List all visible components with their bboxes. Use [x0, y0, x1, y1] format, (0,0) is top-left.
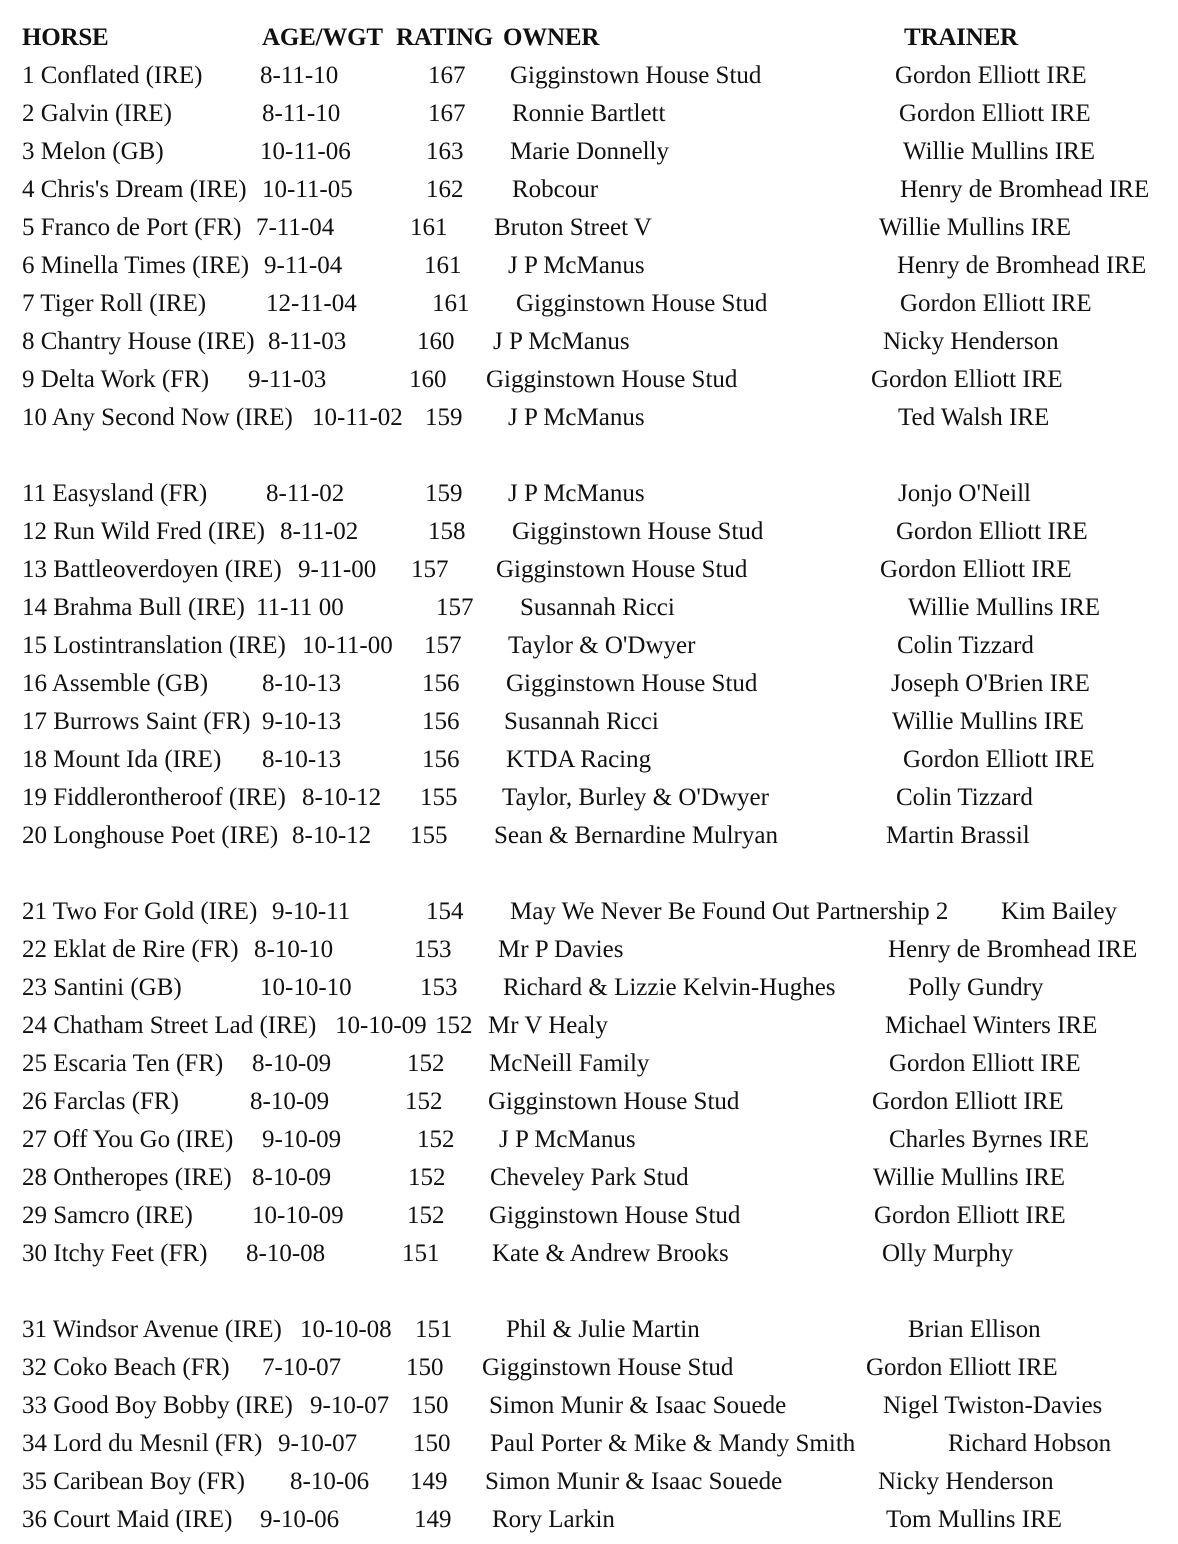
row-owner: Gigginstown House Stud	[482, 1354, 734, 1381]
row-horse-name: 36 Court Maid (IRE)	[22, 1506, 233, 1533]
table-row	[0, 1468, 1178, 1506]
header-trainer: TRAINER	[904, 24, 1018, 51]
row-rating: 150	[406, 1354, 444, 1381]
row-trainer: Nicky Henderson	[883, 328, 1059, 355]
row-rating: 163	[426, 138, 464, 165]
row-age-weight: 9-11-04	[264, 252, 343, 279]
row-rating: 161	[424, 252, 462, 279]
row-horse-name: 14 Brahma Bull (IRE)	[22, 594, 245, 621]
row-age-weight: 8-10-09	[252, 1164, 332, 1191]
table-row	[0, 556, 1178, 594]
row-owner: J P McManus	[508, 480, 645, 507]
row-owner: Simon Munir & Isaac Souede	[485, 1468, 783, 1495]
row-age-weight: 9-10-09	[262, 1126, 342, 1153]
row-trainer: Gordon Elliott IRE	[903, 746, 1095, 773]
row-rating: 152	[407, 1202, 445, 1229]
row-horse-name: 18 Mount Ida (IRE)	[22, 746, 222, 773]
row-age-weight: 8-10-08	[246, 1240, 326, 1267]
row-trainer: Tom Mullins IRE	[886, 1506, 1063, 1533]
row-trainer: Colin Tizzard	[897, 632, 1034, 659]
row-age-weight: 8-10-09	[252, 1050, 332, 1077]
row-rating: 155	[410, 822, 448, 849]
table-row	[0, 1430, 1178, 1468]
header-owner: OWNER	[503, 24, 600, 51]
row-trainer: Gordon Elliott IRE	[900, 290, 1092, 317]
row-rating: 160	[409, 366, 447, 393]
row-owner: KTDA Racing	[506, 746, 652, 773]
row-rating: 154	[426, 898, 464, 925]
table-row	[0, 1088, 1178, 1126]
row-owner: Marie Donnelly	[510, 138, 669, 165]
row-trainer: Gordon Elliott IRE	[866, 1354, 1058, 1381]
table-row	[0, 974, 1178, 1012]
table-row	[0, 594, 1178, 632]
table-row	[0, 1050, 1178, 1088]
table-row	[0, 404, 1178, 442]
row-owner: J P McManus	[508, 404, 645, 431]
row-trainer: Jonjo O'Neill	[898, 480, 1031, 507]
row-rating: 155	[420, 784, 458, 811]
row-age-weight: 9-10-13	[262, 708, 342, 735]
row-trainer: Gordon Elliott IRE	[896, 518, 1088, 545]
row-horse-name: 22 Eklat de Rire (FR)	[22, 936, 239, 963]
row-trainer: Willie Mullins IRE	[903, 138, 1096, 165]
row-owner: Cheveley Park Stud	[490, 1164, 689, 1191]
row-rating: 157	[411, 556, 449, 583]
row-age-weight: 7-11-04	[256, 214, 335, 241]
row-horse-name: 30 Itchy Feet (FR)	[22, 1240, 208, 1267]
row-horse-name: 4 Chris's Dream (IRE)	[22, 176, 247, 203]
row-owner: Gigginstown House Stud	[488, 1088, 740, 1115]
row-rating: 159	[425, 404, 463, 431]
row-owner: Mr P Davies	[498, 936, 624, 963]
row-rating: 152	[417, 1126, 455, 1153]
row-age-weight: 8-11-10	[260, 62, 339, 89]
row-rating: 153	[420, 974, 458, 1001]
row-horse-name: 6 Minella Times (IRE)	[22, 252, 250, 279]
row-age-weight: 9-10-06	[260, 1506, 340, 1533]
table-row	[0, 518, 1178, 556]
table-row	[0, 670, 1178, 708]
row-trainer: Kim Bailey	[1001, 898, 1117, 925]
row-rating: 150	[411, 1392, 449, 1419]
table-row	[0, 1316, 1178, 1354]
row-rating: 156	[422, 746, 460, 773]
row-rating: 159	[425, 480, 463, 507]
table-row	[0, 328, 1178, 366]
row-age-weight: 10-10-09	[252, 1202, 344, 1229]
row-age-weight: 8-10-12	[302, 784, 382, 811]
row-trainer: Nicky Henderson	[878, 1468, 1054, 1495]
row-owner: Gigginstown House Stud	[516, 290, 768, 317]
row-owner: J P McManus	[508, 252, 645, 279]
row-owner: Gigginstown House Stud	[506, 670, 758, 697]
table-row	[0, 214, 1178, 252]
row-trainer: Nigel Twiston-Davies	[883, 1392, 1103, 1419]
table-row	[0, 1164, 1178, 1202]
row-owner: Gigginstown House Stud	[512, 518, 764, 545]
table-row	[0, 176, 1178, 214]
row-trainer: Willie Mullins IRE	[908, 594, 1101, 621]
row-age-weight: 10-11-02	[312, 404, 403, 431]
table-row	[0, 1126, 1178, 1164]
row-age-weight: 8-10-13	[262, 746, 342, 773]
table-row	[0, 62, 1178, 100]
table-row	[0, 746, 1178, 784]
row-horse-name: 31 Windsor Avenue (IRE)	[22, 1316, 282, 1343]
row-age-weight: 8-10-09	[250, 1088, 330, 1115]
row-trainer: Gordon Elliott IRE	[889, 1050, 1081, 1077]
row-owner: Sean & Bernardine Mulryan	[494, 822, 778, 849]
row-owner: Gigginstown House Stud	[489, 1202, 741, 1229]
row-rating: 149	[414, 1506, 452, 1533]
row-trainer: Olly Murphy	[882, 1240, 1014, 1267]
row-horse-name: 12 Run Wild Fred (IRE)	[22, 518, 265, 545]
row-trainer: Richard Hobson	[948, 1430, 1112, 1457]
row-rating: 152	[408, 1164, 446, 1191]
row-owner: May We Never Be Found Out Partnership 2	[510, 898, 949, 925]
row-horse-name: 23 Santini (GB)	[22, 974, 182, 1001]
row-age-weight: 7-10-07	[262, 1354, 342, 1381]
row-horse-name: 15 Lostintranslation (IRE)	[22, 632, 286, 659]
row-horse-name: 24 Chatham Street Lad (IRE)	[22, 1012, 317, 1039]
table-row	[0, 366, 1178, 404]
row-rating: 162	[426, 176, 464, 203]
row-trainer: Colin Tizzard	[896, 784, 1033, 811]
table-row	[0, 632, 1178, 670]
row-age-weight: 8-11-02	[280, 518, 359, 545]
row-trainer: Willie Mullins IRE	[873, 1164, 1066, 1191]
row-age-weight: 8-10-13	[262, 670, 342, 697]
table-row	[0, 290, 1178, 328]
row-trainer: Henry de Bromhead IRE	[888, 936, 1138, 963]
row-rating: 156	[422, 708, 460, 735]
row-age-weight: 9-10-07	[278, 1430, 358, 1457]
header-horse: HORSE	[22, 24, 109, 51]
table-row	[0, 1354, 1178, 1392]
row-owner: Kate & Andrew Brooks	[492, 1240, 729, 1267]
row-age-weight: 10-10-10	[260, 974, 352, 1001]
table-row	[0, 822, 1178, 860]
row-owner: Paul Porter & Mike & Mandy Smith	[490, 1430, 856, 1457]
row-age-weight: 12-11-04	[266, 290, 357, 317]
row-trainer: Gordon Elliott IRE	[895, 62, 1087, 89]
header-age-wgt: AGE/WGT	[262, 24, 383, 51]
row-owner: Rory Larkin	[492, 1506, 615, 1533]
row-horse-name: 21 Two For Gold (IRE)	[22, 898, 258, 925]
row-trainer: Gordon Elliott IRE	[872, 1088, 1064, 1115]
row-rating: 152	[405, 1088, 443, 1115]
table-row	[0, 138, 1178, 176]
row-horse-name: 26 Farclas (FR)	[22, 1088, 179, 1115]
row-horse-name: 29 Samcro (IRE)	[22, 1202, 193, 1229]
row-trainer: Gordon Elliott IRE	[874, 1202, 1066, 1229]
row-age-weight: 8-10-12	[292, 822, 372, 849]
row-age-weight: 11-11 00	[256, 594, 344, 621]
row-trainer: Martin Brassil	[886, 822, 1030, 849]
row-age-weight: 8-10-06	[290, 1468, 370, 1495]
row-horse-name: 32 Coko Beach (FR)	[22, 1354, 230, 1381]
row-owner: Simon Munir & Isaac Souede	[489, 1392, 787, 1419]
row-rating: 161	[410, 214, 448, 241]
row-age-weight: 9-10-11	[272, 898, 351, 925]
row-trainer: Ted Walsh IRE	[898, 404, 1050, 431]
table-row	[0, 1506, 1178, 1544]
row-age-weight: 8-10-10	[254, 936, 334, 963]
row-horse-name: 27 Off You Go (IRE)	[22, 1126, 234, 1153]
row-age-weight: 8-11-02	[266, 480, 345, 507]
row-rating: 153	[414, 936, 452, 963]
row-horse-name: 5 Franco de Port (FR)	[22, 214, 242, 241]
row-trainer: Gordon Elliott IRE	[899, 100, 1091, 127]
row-horse-name: 10 Any Second Now (IRE)	[22, 404, 293, 431]
row-trainer: Michael Winters IRE	[885, 1012, 1098, 1039]
row-trainer: Willie Mullins IRE	[879, 214, 1072, 241]
row-rating: 151	[415, 1316, 453, 1343]
row-rating: 151	[402, 1240, 440, 1267]
row-rating: 167	[428, 62, 466, 89]
row-owner: Richard & Lizzie Kelvin-Hughes	[503, 974, 836, 1001]
row-owner: Taylor & O'Dwyer	[508, 632, 696, 659]
row-rating: 158	[428, 518, 466, 545]
row-trainer: Joseph O'Brien IRE	[891, 670, 1090, 697]
row-owner: J P McManus	[493, 328, 630, 355]
row-age-weight: 10-11-05	[262, 176, 353, 203]
row-horse-name: 34 Lord du Mesnil (FR)	[22, 1430, 263, 1457]
table-row	[0, 100, 1178, 138]
row-rating: 160	[417, 328, 455, 355]
row-horse-name: 25 Escaria Ten (FR)	[22, 1050, 224, 1077]
row-trainer: Henry de Bromhead IRE	[900, 176, 1150, 203]
row-owner: J P McManus	[499, 1126, 636, 1153]
table-row	[0, 1392, 1178, 1430]
row-age-weight: 10-10-08	[300, 1316, 392, 1343]
table-row	[0, 898, 1178, 936]
row-rating: 152	[407, 1050, 445, 1077]
row-owner: McNeill Family	[489, 1050, 650, 1077]
row-horse-name: 35 Caribean Boy (FR)	[22, 1468, 245, 1495]
row-age-weight: 10-11-06	[260, 138, 351, 165]
row-rating: 161	[432, 290, 470, 317]
row-horse-name: 28 Ontheropes (IRE)	[22, 1164, 232, 1191]
row-trainer: Gordon Elliott IRE	[871, 366, 1063, 393]
row-owner: Susannah Ricci	[520, 594, 675, 621]
row-horse-name: 9 Delta Work (FR)	[22, 366, 210, 393]
table-row	[0, 252, 1178, 290]
row-horse-name: 16 Assemble (GB)	[22, 670, 209, 697]
row-age-weight: 9-11-00	[298, 556, 377, 583]
row-trainer: Gordon Elliott IRE	[880, 556, 1072, 583]
row-age-weight: 10-11-00	[302, 632, 393, 659]
table-row	[0, 1202, 1178, 1240]
row-owner: Gigginstown House Stud	[486, 366, 738, 393]
row-horse-name: 1 Conflated (IRE)	[22, 62, 203, 89]
row-horse-name: 7 Tiger Roll (IRE)	[22, 290, 207, 317]
row-horse-name: 3 Melon (GB)	[22, 138, 164, 165]
table-row	[0, 936, 1178, 974]
row-horse-name: 20 Longhouse Poet (IRE)	[22, 822, 279, 849]
row-owner: Susannah Ricci	[504, 708, 659, 735]
row-rating: 157	[436, 594, 474, 621]
row-age-weight: 10-10-09	[335, 1012, 427, 1039]
row-age-weight: 8-11-03	[268, 328, 347, 355]
table-row	[0, 480, 1178, 518]
row-trainer: Brian Ellison	[908, 1316, 1041, 1343]
row-owner: Robcour	[512, 176, 599, 203]
row-owner: Phil & Julie Martin	[506, 1316, 700, 1343]
row-horse-name: 33 Good Boy Bobby (IRE)	[22, 1392, 293, 1419]
row-horse-name: 8 Chantry House (IRE)	[22, 328, 255, 355]
row-horse-name: 17 Burrows Saint (FR)	[22, 708, 251, 735]
row-owner: Ronnie Bartlett	[512, 100, 666, 127]
row-trainer: Charles Byrnes IRE	[889, 1126, 1089, 1153]
row-age-weight: 9-11-03	[248, 366, 327, 393]
row-trainer: Henry de Bromhead IRE	[897, 252, 1147, 279]
row-horse-name: 2 Galvin (IRE)	[22, 100, 172, 127]
table-row	[0, 708, 1178, 746]
table-row	[0, 1240, 1178, 1278]
row-trainer: Willie Mullins IRE	[892, 708, 1085, 735]
row-rating: 152	[435, 1012, 473, 1039]
row-owner: Mr V Healy	[488, 1012, 608, 1039]
row-rating: 156	[422, 670, 460, 697]
row-trainer: Polly Gundry	[908, 974, 1044, 1001]
row-rating: 149	[410, 1468, 448, 1495]
row-horse-name: 13 Battleoverdoyen (IRE)	[22, 556, 282, 583]
row-owner: Bruton Street V	[494, 214, 652, 241]
header-rating: RATING	[396, 24, 493, 51]
row-owner: Gigginstown House Stud	[510, 62, 762, 89]
row-age-weight: 8-11-10	[262, 100, 341, 127]
row-rating: 167	[428, 100, 466, 127]
row-owner: Taylor, Burley & O'Dwyer	[502, 784, 769, 811]
row-horse-name: 19 Fiddlerontheroof (IRE)	[22, 784, 286, 811]
row-age-weight: 9-10-07	[310, 1392, 390, 1419]
row-rating: 150	[413, 1430, 451, 1457]
row-horse-name: 11 Easysland (FR)	[22, 480, 208, 507]
row-owner: Gigginstown House Stud	[496, 556, 748, 583]
table-row	[0, 784, 1178, 822]
row-rating: 157	[424, 632, 462, 659]
table-row	[0, 1012, 1178, 1050]
